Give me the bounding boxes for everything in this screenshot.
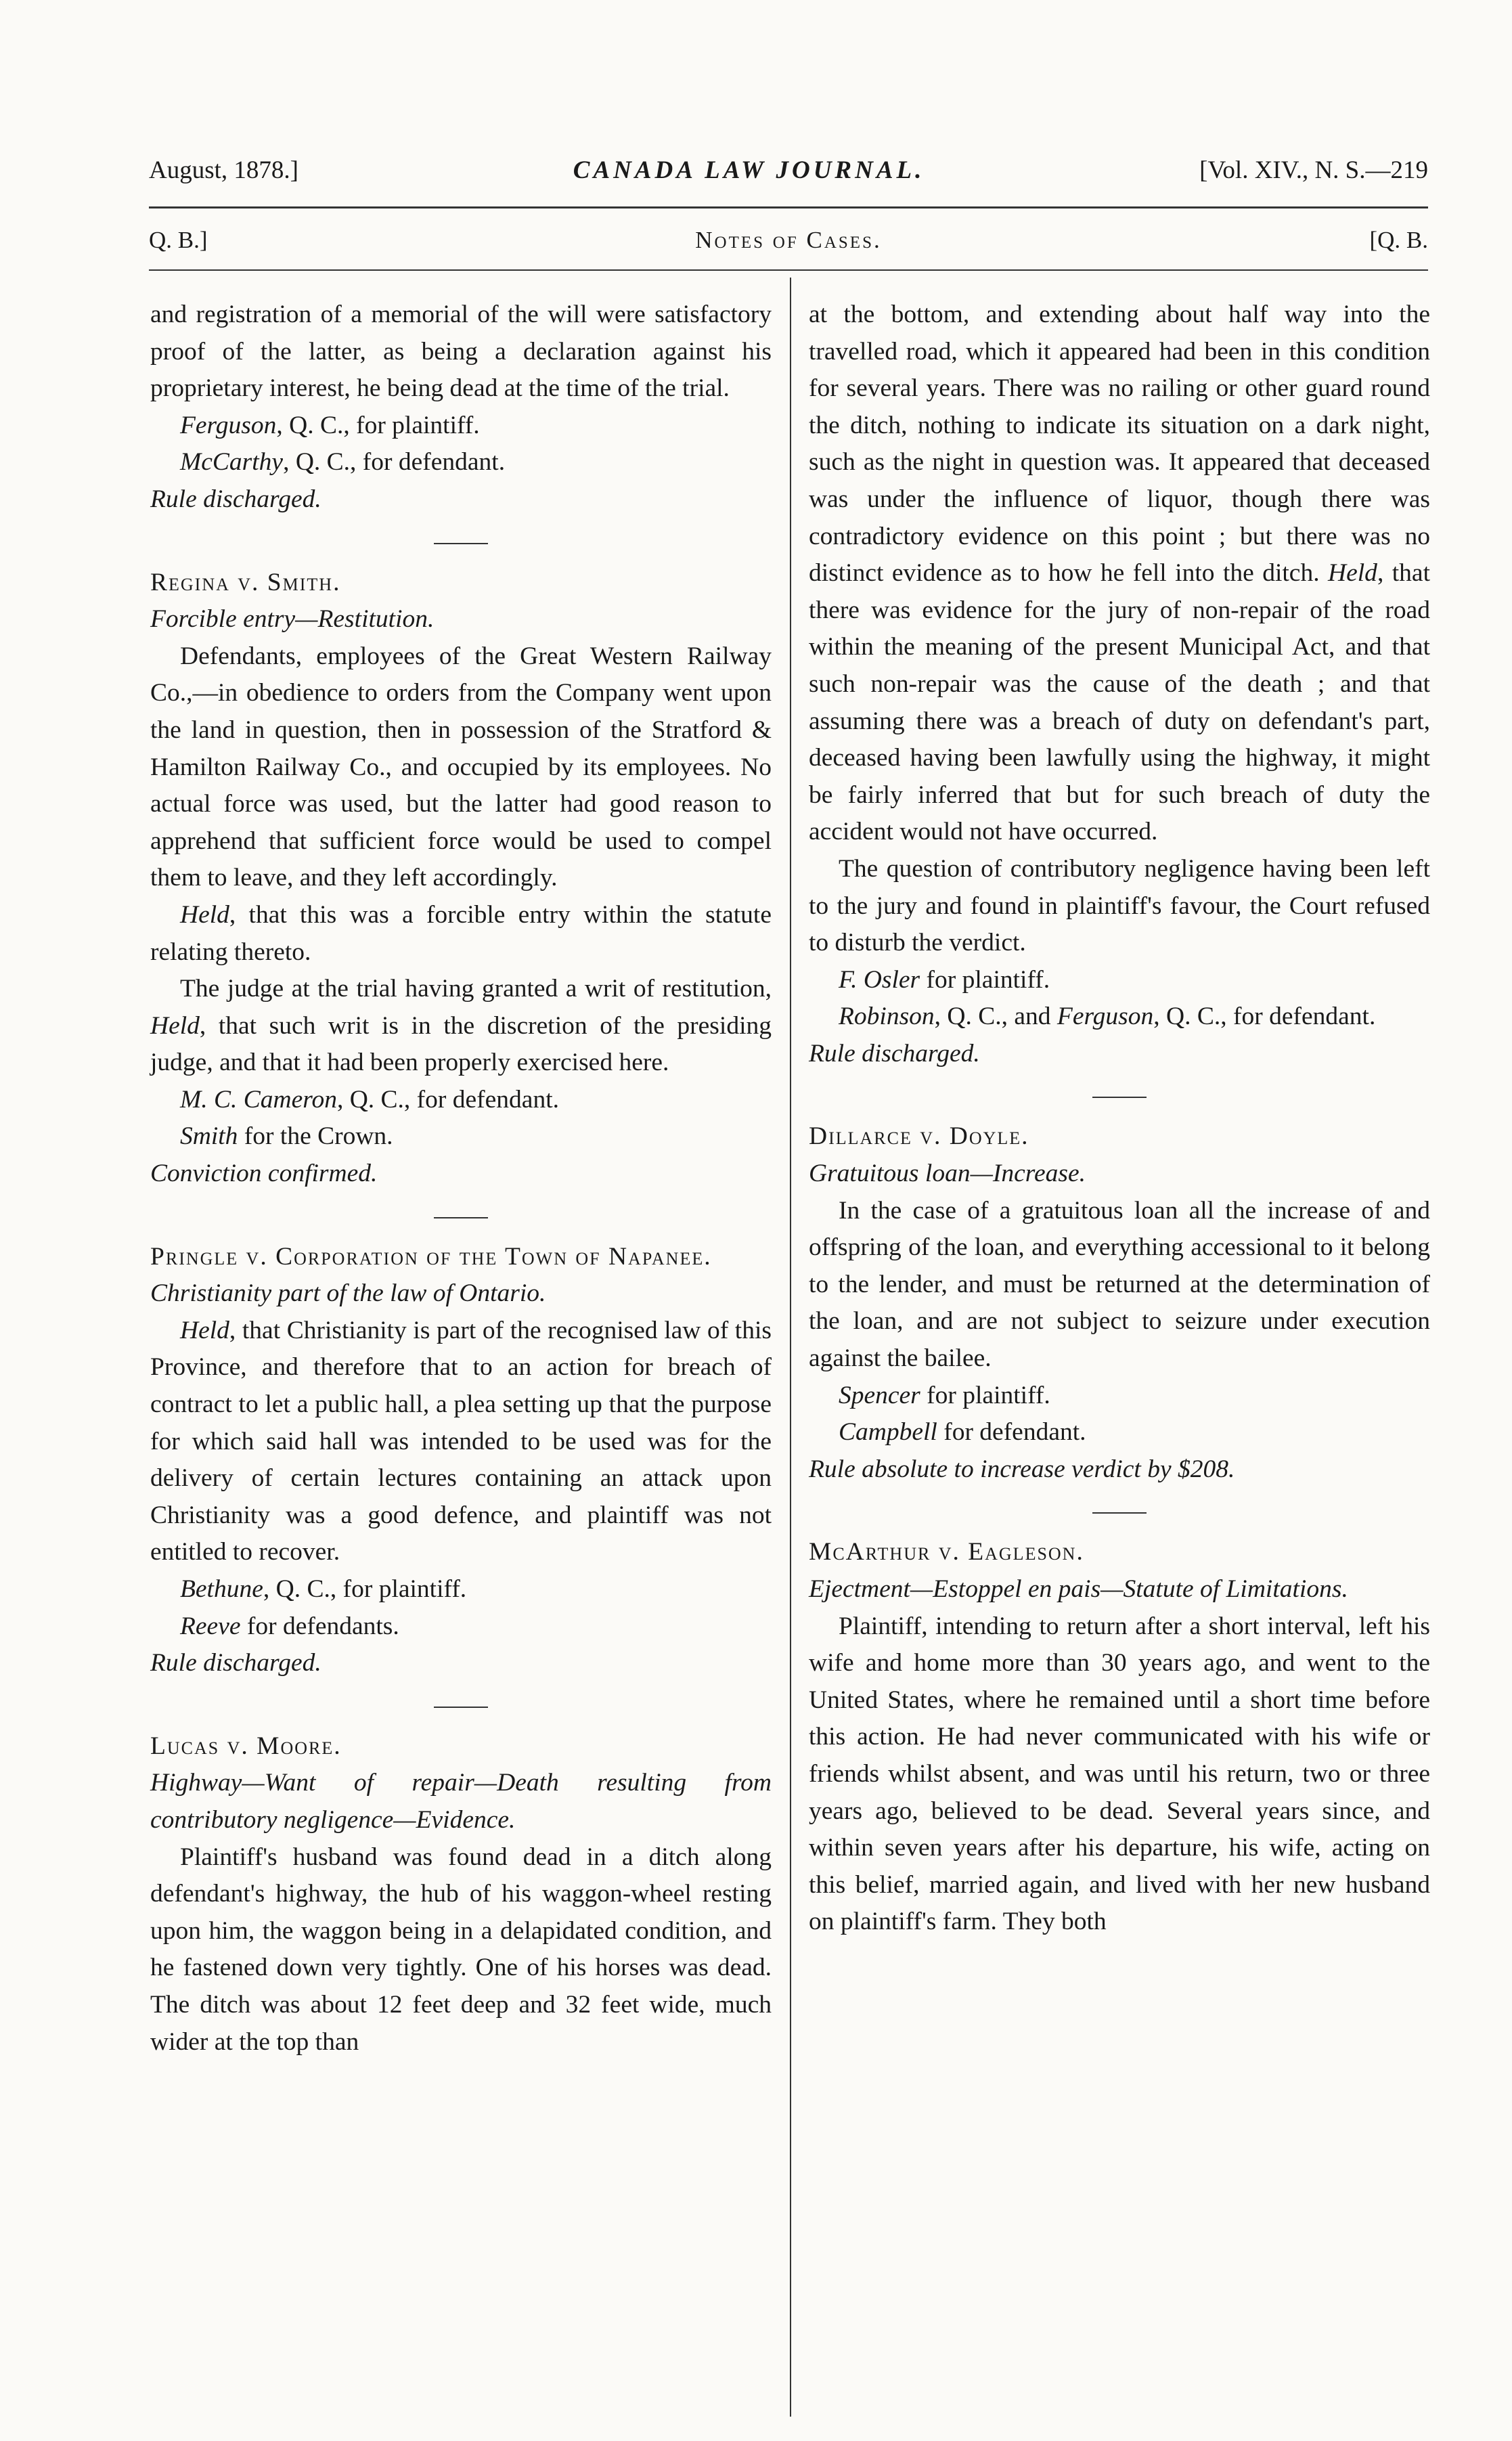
counsel-line: Reeve for defendants. <box>180 1612 399 1640</box>
case-paragraph: The judge at the trial having granted a writ of restitution, Held, that such writ is in the discretion of the presiding judge, and that it had been properly exercised here. <box>150 975 772 1077</box>
counsel-line: Spencer for plaintiff. <box>839 1381 1050 1409</box>
case-result: Rule discharged. <box>150 1649 321 1677</box>
court-right: [Q. B. <box>1369 227 1428 253</box>
section-header <box>149 227 1428 261</box>
case-separator <box>434 543 488 544</box>
case-headnote: Gratuitous loan—Increase. <box>809 1160 1086 1188</box>
case-paragraph: In the case of a gratuitous loan all the increase of and offspring of the loan, and everything accessional to it belong to the lender, and must be returned at the determination of the loan, and are not subject to seizure under execution against the bailee. <box>809 1196 1430 1373</box>
case-paragraph: Held, that this was a forcible entry within the statute relating thereto. <box>150 900 772 966</box>
continuation-paragraph: at the bottom, and extending about half way into the travelled road, which it appeared had been in this condition for several years. There was no railing or other guard round the ditch, nothing to indicate its situation on a dark night, such as the night in question was. It appeared that deceased was under the influence of liquor, though there was contradictory evidence on this point ; but there was no distinct evidence as to how he fell into the ditch. Held, that there was evidence for the jury of non-repair of the road within the meaning of the present Municipal Act, and that such non-repair was the cause of the death ; and that assuming there was a breach of duty on defendant's part, deceased having been lawfully using the highway, it might be fairly inferred that but for such breach of duty the accident would not have occurred. <box>809 301 1430 846</box>
column-divider <box>790 278 791 2417</box>
case-paragraph: Held, that Christianity is part of the recognised law of this Province, and therefore that to an action for breach of contract to let a public hall, a plea setting up that the purpose for which said hall was intended to be used was for the delivery of certain lectures containing an attack upon Christianity was a good defence, and plaintiff was not entitled to recover. <box>150 1316 772 1566</box>
case-headnote: Forcible entry—Restitution. <box>150 605 435 634</box>
counsel-line: Bethune, Q. C., for plaintiff. <box>180 1575 467 1603</box>
case-result: Rule discharged. <box>809 1039 980 1068</box>
case-paragraph: Plaintiff's husband was found dead in a ditch along defendant's highway, the hub of his waggon-wheel resting upon him, the waggon being in a delapidated condition, and he fastened down very tightly. One of his horses was dead. The ditch was about 12 feet deep and 32 feet wide, much wider at the top than <box>150 1843 772 2056</box>
counsel-line: Campbell for defendant. <box>839 1418 1086 1447</box>
volume-page: [Vol. XIV., N. S.—219 <box>1199 156 1428 184</box>
case-separator <box>1092 1097 1147 1098</box>
right-column <box>809 296 1430 1941</box>
counsel-line: M. C. Cameron, Q. C., for defendant. <box>180 1085 559 1114</box>
counsel-line: F. Osler for plaintiff. <box>839 965 1050 994</box>
case-result: Rule absolute to increase verdict by $208. <box>809 1455 1235 1483</box>
counsel-line: Robinson, Q. C., and Ferguson, Q. C., for defendant. <box>839 1003 1376 1031</box>
section-title: Notes of Cases. <box>695 227 882 253</box>
case-title: Regina v. Smith. <box>150 568 341 596</box>
case-headnote: Christianity part of the law of Ontario. <box>150 1279 546 1308</box>
left-column <box>150 296 772 2061</box>
case-separator <box>1092 1512 1147 1514</box>
counsel-line: McCarthy, Q. C., for defendant. <box>180 448 506 477</box>
case-separator <box>434 1217 488 1218</box>
case-headnote: Ejectment—Estoppel en pais—Statute of Limitations. <box>809 1575 1348 1603</box>
case-paragraph: The question of contributory negligence having been left to the jury and found in plaintiff's favour, the Court refused to disturb the verdict. <box>809 854 1430 957</box>
page-header <box>149 156 1428 196</box>
case-paragraph: Defendants, employees of the Great Western Railway Co.,—in obedience to orders from the Company went upon the land in question, then in possession of the Stratford & Hamilton Railway Co., and occupied by its employees. No actual force was used, but the latter had good reason to apprehend that sufficient force would be used to compel them to leave, and they left accordingly. <box>150 642 772 892</box>
court-left: Q. B.] <box>149 227 208 253</box>
case-result: Conviction confirmed. <box>150 1160 378 1188</box>
case-title: Dillarce v. Doyle. <box>809 1122 1029 1151</box>
case-paragraph: Plaintiff, intending to return after a short interval, left his wife and home more than 30 years ago, and went to the United States, where he remained until a short time before this action. He had never communicated with his wife or friends whilst absent, and was until his return, two or three years ago, believed to be dead. Several years since, and within seven years after his departure, his wife, acting on this belief, married again, and lived with her new husband on plaintiff's farm. They both <box>809 1612 1430 1936</box>
header-rule <box>149 206 1428 208</box>
journal-title: CANADA LAW JOURNAL. <box>573 156 925 184</box>
issue-date: August, 1878.] <box>149 156 298 184</box>
case-title: Lucas v. Moore. <box>150 1732 342 1760</box>
counsel-line: Smith for the Crown. <box>180 1122 393 1151</box>
case-title: Pringle v. Corporation of the Town of Napanee. <box>150 1242 712 1271</box>
case-separator <box>434 1707 488 1708</box>
subheader-rule <box>149 269 1428 271</box>
case-headnote: Highway—Want of repair—Death resulting from contributory negligence—Evidence. <box>150 1769 772 1834</box>
case-result: Rule discharged. <box>150 485 321 513</box>
continuation-paragraph: and registration of a memorial of the will were satisfactory proof of the latter, as being a declaration against his proprietary interest, he being dead at the time of the trial. <box>150 301 772 403</box>
case-title: McArthur v. Eagleson. <box>809 1538 1084 1566</box>
counsel-line: Ferguson, Q. C., for plaintiff. <box>180 411 480 439</box>
